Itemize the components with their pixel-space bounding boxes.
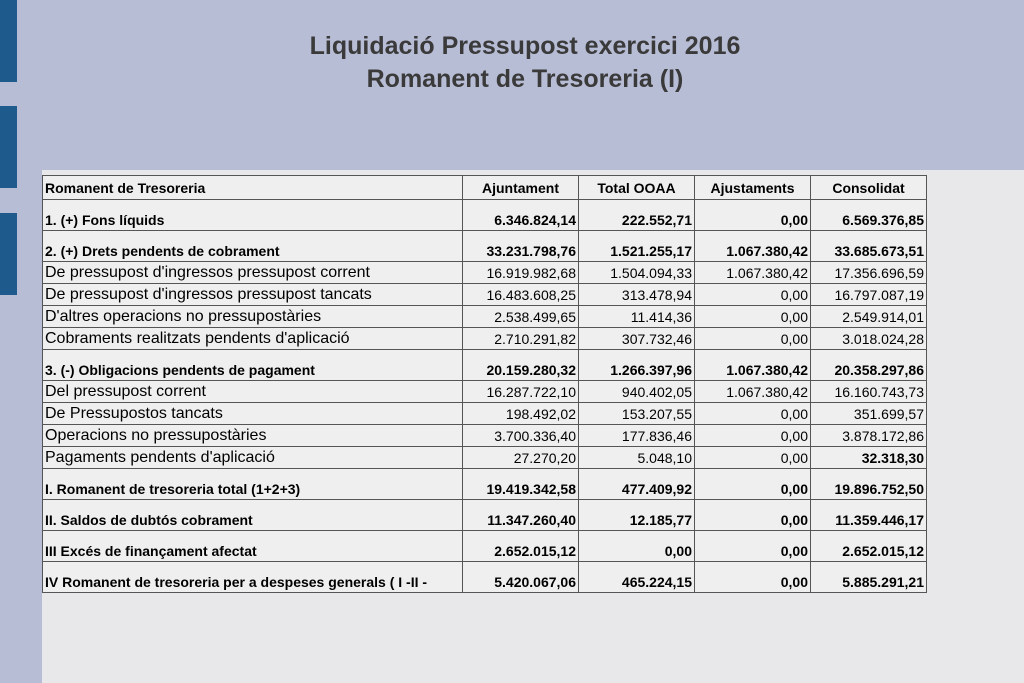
cell-ajustaments: 0,00 <box>695 571 811 593</box>
cell-ajuntament: 27.270,20 <box>463 447 579 469</box>
cell-consolidat: 17.356.696,59 <box>811 262 927 284</box>
cell-ajustaments: 1.067.380,42 <box>695 359 811 381</box>
cell-ajustaments: 0,00 <box>695 306 811 328</box>
cell-ajuntament: 19.419.342,58 <box>463 478 579 500</box>
table-header-row <box>43 176 927 200</box>
cell-ajustaments: 0,00 <box>695 328 811 350</box>
header-cell: Consolidat <box>811 176 927 200</box>
row-label: 2. (+) Drets pendents de cobrament <box>43 240 463 262</box>
row-label: III Excés de finançament afectat <box>43 540 463 562</box>
table-row <box>43 381 927 403</box>
cell-ajuntament: 5.420.067,06 <box>463 571 579 593</box>
cell-consolidat: 33.685.673,51 <box>811 240 927 262</box>
cell-consolidat: 2.652.015,12 <box>811 540 927 562</box>
row-label: De pressupost d'ingressos pressupost corrent <box>43 262 463 284</box>
cell-ajustaments: 0,00 <box>695 447 811 469</box>
cell-ajustaments: 0,00 <box>695 209 811 231</box>
cell-total-ooaa: 940.402,05 <box>579 381 695 403</box>
cell-total-ooaa: 307.732,46 <box>579 328 695 350</box>
table-row <box>43 328 927 350</box>
cell-total-ooaa: 12.185,77 <box>579 509 695 531</box>
cell-ajustaments: 1.067.380,42 <box>695 381 811 403</box>
cell-consolidat: 3.878.172,86 <box>811 425 927 447</box>
cell-consolidat: 2.549.914,01 <box>811 306 927 328</box>
cell-ajustaments: 1.067.380,42 <box>695 240 811 262</box>
slide-title <box>0 30 1024 96</box>
table-row <box>43 509 927 531</box>
cell-ajustaments: 1.067.380,42 <box>695 262 811 284</box>
cell-total-ooaa: 465.224,15 <box>579 571 695 593</box>
cell-ajustaments: 0,00 <box>695 478 811 500</box>
row-label: I. Romanent de tresoreria total (1+2+3) <box>43 478 463 500</box>
cell-consolidat: 16.160.743,73 <box>811 381 927 403</box>
accent-bar <box>0 106 17 188</box>
cell-consolidat: 32.318,30 <box>811 447 927 469</box>
cell-ajustaments: 0,00 <box>695 425 811 447</box>
cell-total-ooaa: 1.266.397,96 <box>579 359 695 381</box>
table-row <box>43 359 927 381</box>
cell-consolidat: 20.358.297,86 <box>811 359 927 381</box>
cell-total-ooaa: 11.414,36 <box>579 306 695 328</box>
spacer-row <box>43 531 927 541</box>
cell-consolidat: 16.797.087,19 <box>811 284 927 306</box>
cell-total-ooaa: 1.521.255,17 <box>579 240 695 262</box>
cell-consolidat: 5.885.291,21 <box>811 571 927 593</box>
cell-ajuntament: 2.538.499,65 <box>463 306 579 328</box>
cell-ajuntament: 2.652.015,12 <box>463 540 579 562</box>
left-strip <box>0 0 42 683</box>
table-row <box>43 284 927 306</box>
cell-ajuntament: 2.710.291,82 <box>463 328 579 350</box>
row-label: II. Saldos de dubtós cobrament <box>43 509 463 531</box>
table-row <box>43 240 927 262</box>
cell-total-ooaa: 0,00 <box>579 540 695 562</box>
cell-ajustaments: 0,00 <box>695 509 811 531</box>
header-cell: Ajuntament <box>463 176 579 200</box>
cell-total-ooaa: 1.504.094,33 <box>579 262 695 284</box>
cell-ajuntament: 16.919.982,68 <box>463 262 579 284</box>
cell-ajuntament: 198.492,02 <box>463 403 579 425</box>
table-row <box>43 403 927 425</box>
cell-ajuntament: 16.287.722,10 <box>463 381 579 403</box>
cell-ajustaments: 0,00 <box>695 403 811 425</box>
cell-ajustaments: 0,00 <box>695 284 811 306</box>
cell-total-ooaa: 5.048,10 <box>579 447 695 469</box>
spacer-row <box>43 469 927 479</box>
table-row <box>43 262 927 284</box>
cell-total-ooaa: 313.478,94 <box>579 284 695 306</box>
row-label: Operacions no pressupostàries <box>43 425 463 447</box>
title-line-1: Liquidació Pressupost exercici 2016 <box>309 32 741 60</box>
row-label: Cobraments realitzats pendents d'aplicació <box>43 328 463 350</box>
header-cell: Total OOAA <box>579 176 695 200</box>
row-label: De pressupost d'ingressos pressupost tancats <box>43 284 463 306</box>
table-row <box>43 425 927 447</box>
spacer-row <box>43 562 927 572</box>
row-label: 3. (-) Obligacions pendents de pagament <box>43 359 463 381</box>
table-row <box>43 478 927 500</box>
cell-total-ooaa: 177.836,46 <box>579 425 695 447</box>
cell-ajuntament: 3.700.336,40 <box>463 425 579 447</box>
cell-consolidat: 3.018.024,28 <box>811 328 927 350</box>
cell-ajuntament: 33.231.798,76 <box>463 240 579 262</box>
cell-total-ooaa: 153.207,55 <box>579 403 695 425</box>
title-line-2: Romanent de Tresoreria (I) <box>366 65 684 93</box>
row-label: Pagaments pendents d'aplicació <box>43 447 463 469</box>
spacer-row <box>43 200 927 210</box>
header-cell: Ajustaments <box>695 176 811 200</box>
cell-total-ooaa: 222.552,71 <box>579 209 695 231</box>
cell-consolidat: 11.359.446,17 <box>811 509 927 531</box>
row-label: IV Romanent de tresoreria per a despeses generals ( I -II - <box>43 571 463 593</box>
header-cell: Romanent de Tresoreria <box>43 176 463 200</box>
row-label: Del pressupost corrent <box>43 381 463 403</box>
cell-ajuntament: 11.347.260,40 <box>463 509 579 531</box>
cell-consolidat: 6.569.376,85 <box>811 209 927 231</box>
cell-consolidat: 351.699,57 <box>811 403 927 425</box>
cell-ajuntament: 20.159.280,32 <box>463 359 579 381</box>
row-label: De Pressupostos tancats <box>43 403 463 425</box>
spacer-row <box>43 350 927 360</box>
accent-bar <box>0 213 17 295</box>
table-row <box>43 306 927 328</box>
cell-consolidat: 19.896.752,50 <box>811 478 927 500</box>
spacer-row <box>43 500 927 510</box>
table-row <box>43 209 927 231</box>
table-row <box>43 540 927 562</box>
cell-ajuntament: 16.483.608,25 <box>463 284 579 306</box>
row-label: D'altres operacions no pressupostàries <box>43 306 463 328</box>
table-row <box>43 571 927 593</box>
table-row <box>43 447 927 469</box>
row-label: 1. (+) Fons líquids <box>43 209 463 231</box>
spacer-row <box>43 231 927 241</box>
cell-total-ooaa: 477.409,92 <box>579 478 695 500</box>
cell-ajuntament: 6.346.824,14 <box>463 209 579 231</box>
cell-ajustaments: 0,00 <box>695 540 811 562</box>
romanent-table <box>42 175 927 593</box>
